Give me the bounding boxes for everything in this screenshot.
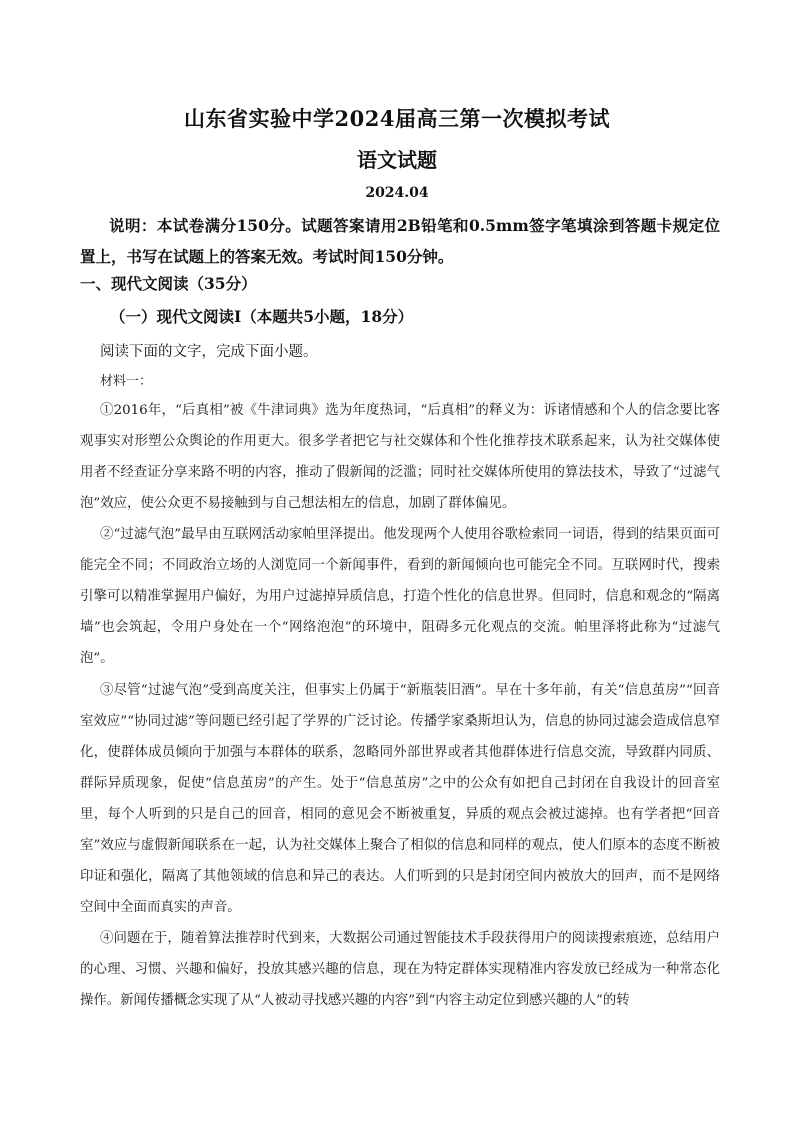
exam-subtitle: 语文试题: [357, 148, 437, 172]
passage-paragraph-4: ④问题在于，随着算法推荐时代到来，大数据公司通过智能技术手段获得用户的阅读搜索痕迹，总结用户的心理、习惯、兴趣和偏好，投放其感兴趣的信息，现在为特定群体实现精准内容发放已经成为一种常态化操作。新闻传播概念实现了从“人被动寻找感兴趣的内容”到“内容主动定位到感兴趣的人”的转: [80, 931, 720, 1008]
section-heading: 一、现代文阅读（35分）: [80, 274, 257, 293]
exam-title: 山东省实验中学2024届高三第一次模拟考试: [184, 106, 610, 131]
reading-instruction: 阅读下面的文字，完成下面小题。: [100, 344, 318, 360]
passage-paragraph-2: ②“过滤气泡”最早由互联网活动家帕里泽提出。他发现两个人使用谷歌检索同一词语，得到的结果页面可能完全不同；不同政治立场的人浏览同一个新闻事件，看到的新闻倾向也可能完全不同。互联网时代，搜索引擎可以精准掌握用户偏好，为用户过滤掉异质信息，打造个性化的信息世界。但同时，信息和观念的“隔离墙”也会筑起，令用户身处在一个“网络泡泡”的环境中，阻碍多元化观点的交流。帕里泽将此称为“过滤气泡”。: [80, 527, 720, 666]
passage-paragraph-1: ①2016年，“后真相”被《牛津词典》选为年度热词，“后真相”的释义为：诉诸情感和个人的信念要比客观事实对形塑公众舆论的作用更大。很多学者把它与社交媒体和个性化推荐技术联系起来，认为社交媒体使用者不经查证分享来路不明的内容，推动了假新闻的泛滥；同时社交媒体所使用的算法技术，导致了“过滤气泡”效应，使公众更不易接触到与自己想法相左的信息，加剧了群体偏见。: [80, 403, 720, 511]
subsection-heading: （一）现代文阅读Ⅰ（本题共5小题，18分）: [110, 307, 414, 326]
passage-paragraph-3: ③尽管“过滤气泡”受到高度关注，但事实上仍属于“新瓶装旧酒”。早在十多年前，有关“信息茧房”“回音室效应”“协同过滤”等问题已经引起了学界的广泛讨论。传播学家桑斯坦认为，信息的协同过滤会造成信息窄化，使群体成员倾向于加强与本群体的联系，忽略同外部世界或者其他群体进行信息交流，导致群内同质、群际异质现象，促使“信息茧房”的产生。处于“信息茧房”之中的公众有如把自己封闭在自我设计的回音室里，每个人听到的只是自己的回音，相同的意见会不断被重复，异质的观点会被过滤掉。也有学者把“回音室”效应与虚假新闻联系在一起，认为社交媒体上聚合了相似的信息和同样的观点，使人们原本的态度不断被印证和强化，隔离了其他领域的信息和异己的表达。人们听到的只是封闭空间内被放大的回声，而不是网络空间中全面而真实的声音。: [80, 683, 720, 915]
exam-date: 2024.04: [365, 185, 429, 201]
material-label: 材料一：: [100, 374, 153, 389]
exam-instructions-note: 说明：本试卷满分150分。试题答案请用2B铅笔和0.5mm签字笔填涂到答题卡规定位置上，书写在试题上的答案无效。考试时间150分钟。: [80, 216, 720, 266]
